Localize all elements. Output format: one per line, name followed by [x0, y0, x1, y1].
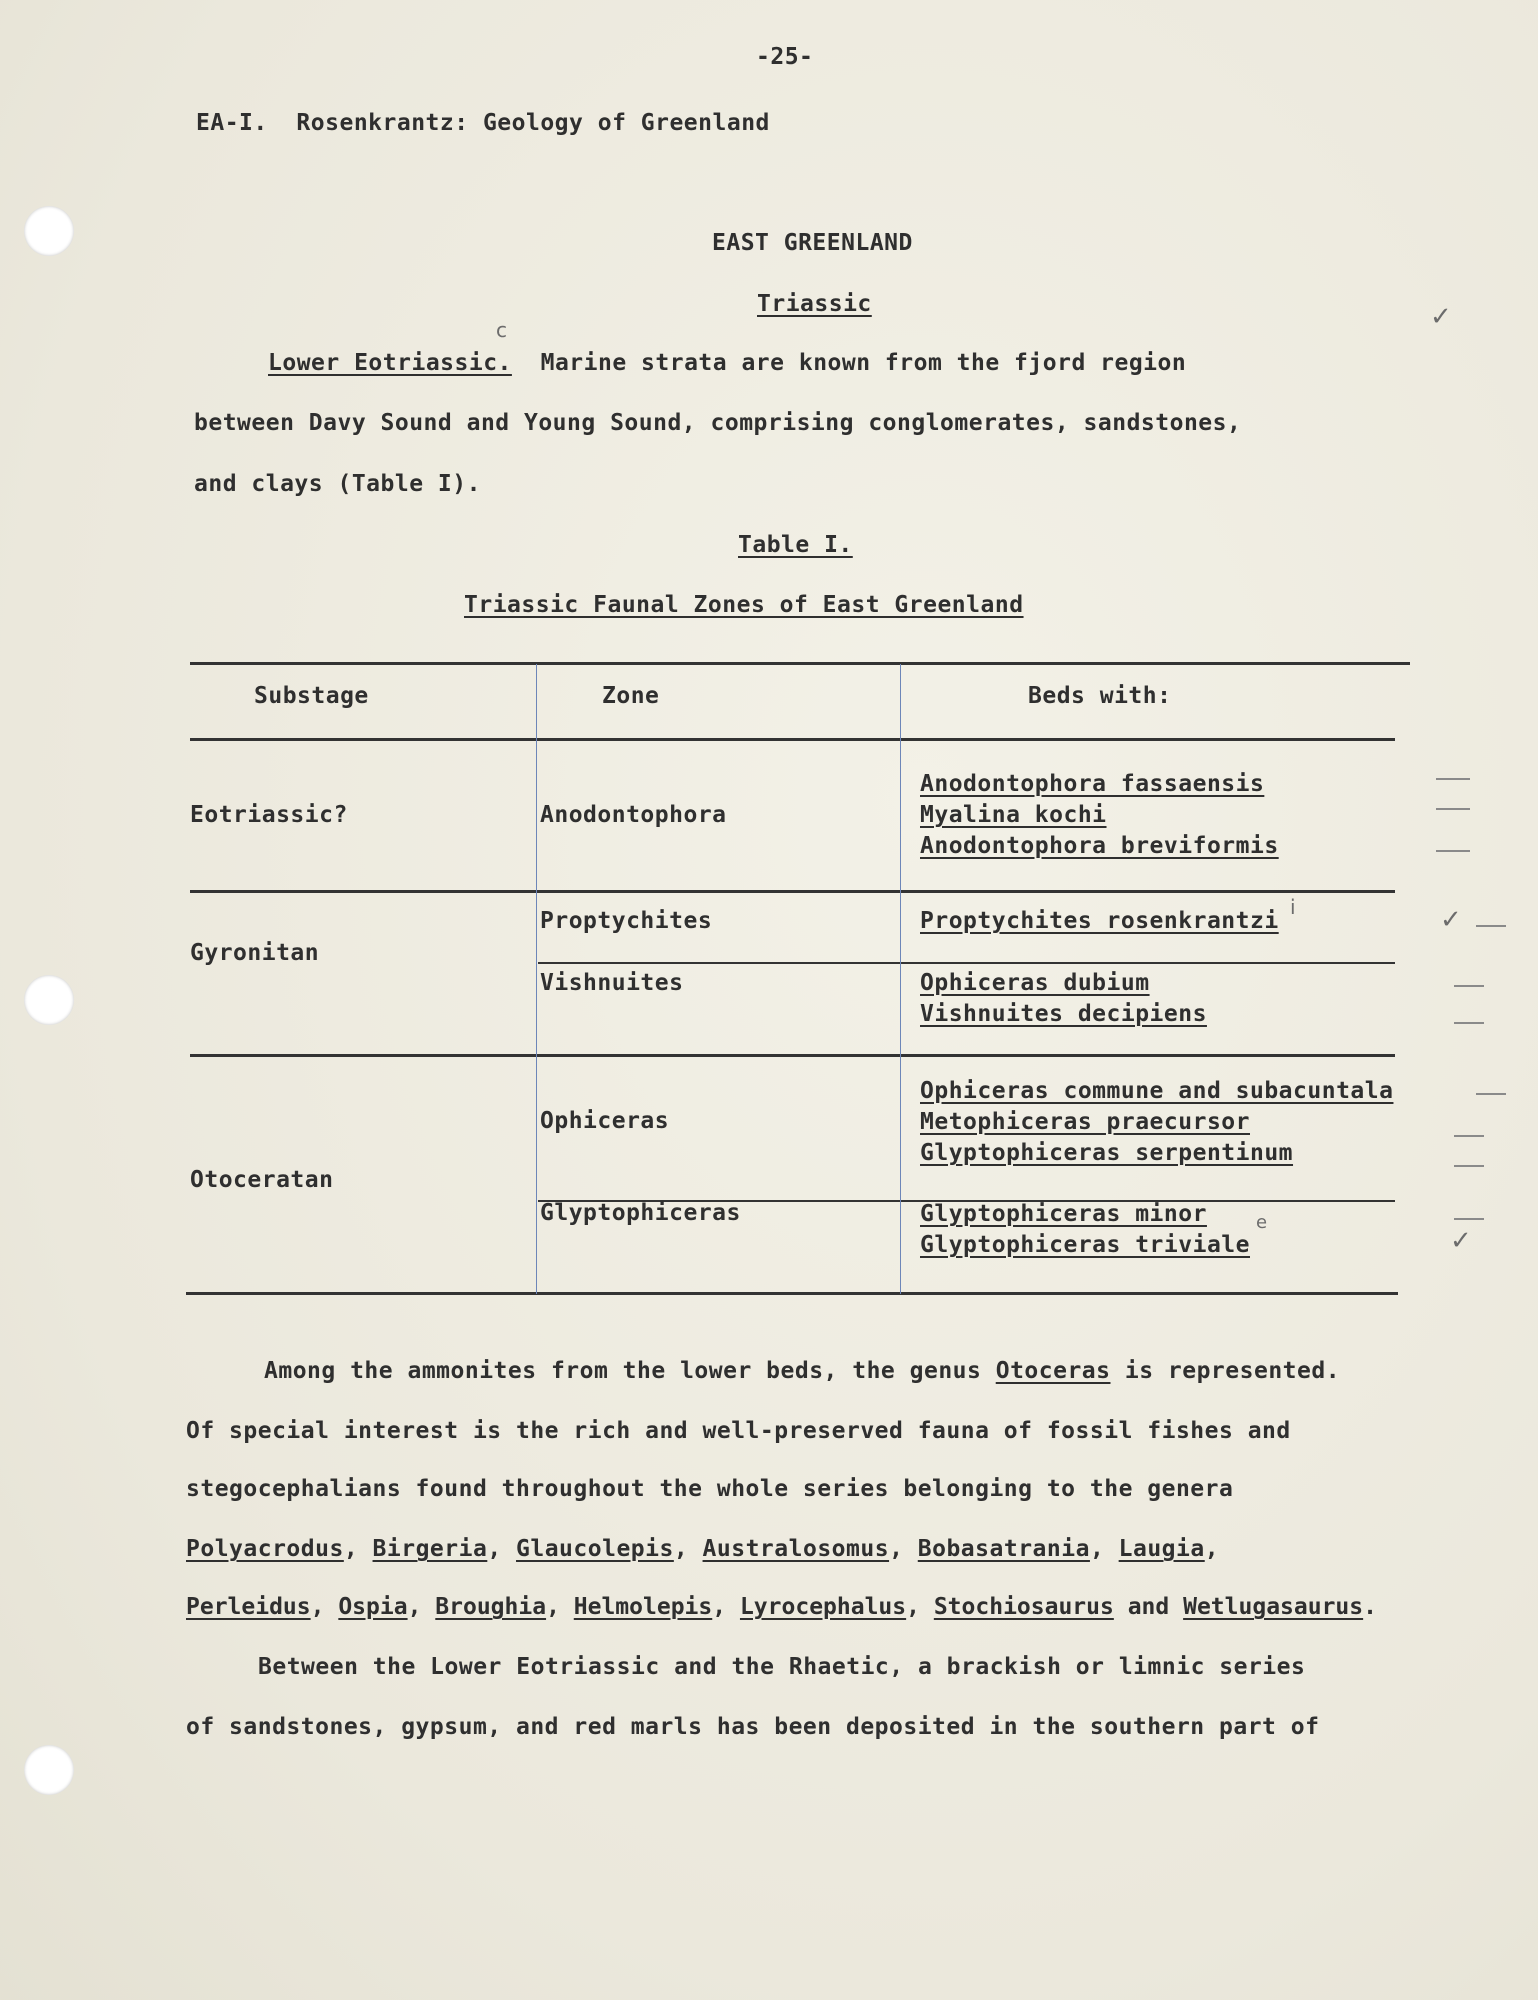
genus-name: Stochiosaurus — [933, 1594, 1114, 1620]
genus-name: Ospia — [338, 1594, 408, 1620]
binder-hole-middle — [24, 975, 74, 1025]
para2-line-1 — [264, 1358, 1340, 1384]
table-bottom-rule — [186, 1292, 1398, 1295]
bed-ophiceras-commune: Ophiceras commune and subacuntala — [920, 1078, 1394, 1104]
zone-proptychites: Proptychites — [540, 908, 713, 934]
table-header-rule — [190, 738, 1395, 741]
genus-name: Helmolepis — [573, 1594, 713, 1620]
genus-name: Australosomus — [702, 1536, 890, 1562]
bed-proptychites-rosenkrantzi: Proptychites rosenkrantzi — [920, 908, 1279, 934]
binder-hole-top — [24, 206, 74, 256]
check-mark-icon-2: ✓ — [1440, 905, 1462, 935]
margin-tick — [1454, 1135, 1484, 1137]
zone-anodontophora: Anodontophora — [540, 802, 727, 828]
caret-i-annotation: i — [1290, 895, 1296, 919]
para2-line-2: Of special interest is the rich and well-preserved fauna of fossil fishes and — [186, 1418, 1291, 1444]
margin-tick — [1476, 925, 1506, 927]
para2-line-1a: Among the ammonites from the lower beds, the genus — [264, 1358, 996, 1384]
genera-row-1: Polyacrodus, Birgeria, Glaucolepis, Australosomus, Bobasatrania, Laugia, — [186, 1536, 1220, 1562]
intro-line-3: and clays (Table I). — [194, 471, 481, 497]
para3-line-1: Between the Lower Eotriassic and the Rhaetic, a brackish or limnic series — [258, 1654, 1306, 1680]
bed-myalina-kochi: Myalina kochi — [920, 802, 1107, 828]
bed-ophiceras-dubium: Ophiceras dubium — [920, 970, 1150, 996]
table-caption: Triassic Faunal Zones of East Greenland — [464, 592, 1024, 618]
row-rule-1 — [190, 890, 1395, 893]
substage-otoceratan: Otoceratan — [190, 1167, 334, 1193]
substage-eotriassic: Eotriassic? — [190, 802, 348, 828]
binder-hole-bottom — [24, 1745, 74, 1795]
intro-line-2: between Davy Sound and Young Sound, comprising conglomerates, sandstones, — [194, 410, 1242, 436]
margin-tick — [1454, 1022, 1484, 1024]
genus-name: Wetlugasaurus — [1183, 1594, 1364, 1620]
zone-ophiceras: Ophiceras — [540, 1108, 670, 1134]
margin-tick — [1436, 850, 1470, 852]
bed-anodontophora-breviformis: Anodontophora breviformis — [920, 833, 1279, 859]
row-rule-2 — [190, 1054, 1395, 1057]
genus-name: Laugia — [1118, 1536, 1205, 1562]
check-mark-icon-3: ✓ — [1450, 1226, 1472, 1256]
header-substage: Substage — [254, 683, 369, 709]
page-number: -25- — [756, 44, 814, 70]
margin-tick — [1436, 778, 1470, 780]
zone-vishnuites: Vishnuites — [540, 970, 684, 996]
caret-e-annotation: e — [1256, 1212, 1268, 1233]
zone-glyptophiceras: Glyptophiceras — [540, 1200, 741, 1226]
table-top-rule — [190, 662, 1410, 665]
genus-otoceras: Otoceras — [995, 1358, 1111, 1384]
margin-tick — [1436, 808, 1470, 810]
genus-name: Bobasatrania — [917, 1536, 1090, 1562]
genera-row-2: Perleidus, Ospia, Broughia, Helmolepis, Lyrocephalus, Stochiosaurus and Wetlugasaurus. — [186, 1594, 1377, 1620]
para2-line-1c: is represented. — [1110, 1358, 1341, 1384]
section-title: EAST GREENLAND — [712, 230, 913, 256]
check-mark-icon: ✓ — [1430, 302, 1452, 332]
para3-line-2: of sandstones, gypsum, and red marls has been deposited in the southern part of — [186, 1714, 1320, 1740]
and-word: and — [1127, 1594, 1170, 1620]
column-divider-1 — [536, 664, 537, 1294]
intro-line-1 — [268, 350, 1186, 376]
subrow-rule-1 — [538, 962, 1395, 964]
bed-vishnuites-decipiens: Vishnuites decipiens — [920, 1001, 1207, 1027]
genus-name: Perleidus — [186, 1594, 311, 1620]
header-zone: Zone — [602, 683, 660, 709]
genus-name: Glaucolepis — [516, 1536, 674, 1562]
subsection-title: Triassic — [757, 291, 872, 317]
column-divider-2 — [900, 664, 901, 1294]
bed-glyptophiceras-minor: Glyptophiceras minor — [920, 1201, 1207, 1227]
bed-glyptophiceras-serpentinum: Glyptophiceras serpentinum — [920, 1140, 1294, 1166]
intro-term: Lower Eotriassic. — [268, 350, 512, 376]
para2-line-3: stegocephalians found throughout the whole series belonging to the genera — [186, 1476, 1234, 1502]
bed-metophiceras-praecursor: Metophiceras praecursor — [920, 1109, 1250, 1135]
header-beds: Beds with: — [1028, 683, 1172, 709]
caret-c-annotation: c — [496, 318, 507, 342]
table-title: Table I. — [738, 532, 853, 558]
margin-tick — [1454, 1218, 1484, 1220]
margin-tick — [1454, 1165, 1484, 1167]
margin-tick — [1476, 1093, 1506, 1095]
genus-name: Lyrocephalus — [739, 1594, 907, 1620]
margin-tick — [1454, 985, 1484, 987]
intro-line-1-text: Marine strata are known from the fjord region — [511, 350, 1187, 376]
genus-name: Polyacrodus — [186, 1536, 344, 1562]
genus-name: Broughia — [435, 1594, 547, 1620]
running-header: EA-I. Rosenkrantz: Geology of Greenland — [196, 110, 770, 136]
substage-gyronitan: Gyronitan — [190, 940, 320, 966]
bed-anodontophora-fassaensis: Anodontophora fassaensis — [920, 771, 1265, 797]
genus-name: Birgeria — [372, 1536, 488, 1562]
bed-glyptophiceras-triviale: Glyptophiceras triviale — [920, 1232, 1250, 1258]
